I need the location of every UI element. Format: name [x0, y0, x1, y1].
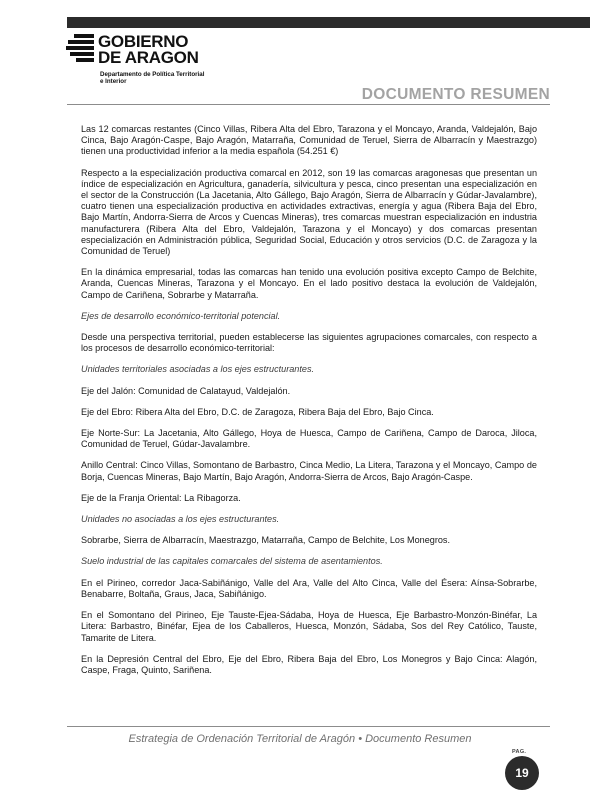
footer-title: Estrategia de Ordenación Territorial de Aragón • Documento Resumen — [128, 733, 472, 745]
paragraph-eje-norte-sur: Eje Norte-Sur: La Jacetania, Alto Gállego, Hoya de Huesca, Campo de Cariñena, Campo de Daroca, Jiloca, Comunidad de Teruel, Gúdar-Javalambre. — [81, 428, 537, 450]
section-heading-non-associated-units: Unidades no asociadas a los ejes estructurantes. — [81, 514, 280, 525]
logo-title-line2: DE ARAGON — [98, 48, 199, 67]
page-label: PAG. — [512, 749, 527, 755]
logo-title-line1: GOBIERNO — [98, 32, 189, 51]
document-title: DOCUMENTO RESUMEN — [361, 86, 550, 103]
page-number-badge: 19 — [505, 756, 539, 790]
paragraph-somontano: En el Somontano del Pirineo, Eje Tauste-Ejea-Sádaba, Hoya de Huesca, Eje Barbastro-Monzón-Binéfar, La Litera: Barbastro, Binéfar, Ejea de los Caballeros, Huesca, Monzón, Sádaba, Sos del Rey Católico, Tauste, Tamarite de Litera. — [81, 610, 537, 643]
section-heading-associated-units: Unidades territoriales asociadas a los ejes estructurantes. — [81, 364, 315, 375]
footer-divider — [67, 726, 550, 727]
logo-emblem-icon — [66, 33, 96, 63]
gobierno-aragon-logo — [66, 33, 236, 95]
section-heading-development-axes: Ejes de desarrollo económico-territorial potencial. — [81, 310, 281, 321]
paragraph-franja-oriental: Eje de la Franja Oriental: La Ribagorza. — [81, 492, 241, 503]
paragraph-eje-ebro: Eje del Ebro: Ribera Alta del Ebro, D.C. de Zaragoza, Ribera Baja del Ebro, Bajo Cinca. — [81, 406, 434, 417]
paragraph-productivity: Las 12 comarcas restantes (Cinco Villas, Ribera Alta del Ebro, Tarazona y el Moncayo, Aranda, Valdejalón, Bajo Cinca, Bajo Aragón-Caspe, Bajo Aragón, Matarraña, Comunidad de Teruel, Sierra de Albarracín y Maestrazgo) tienen una productividad inferior a la media española (54.251 €) — [81, 124, 537, 157]
logo-department-line2: e Interior — [100, 78, 127, 85]
paragraph-specialization: Respecto a la especialización productiva comarcal en 2012, son 19 las comarcas aragonesas que presentan un índice de especialización en Agricultura, ganadería, silvicultura y pesca, cinco presentan una especialización en el sector de la Construcción (La Jacetania, Alto Gállego, Bajo Aragón, Sierra de Albarracín y Gúdar-Javalambre), cuatro tienen una especialización productiva en actividades extractivas, energía y agua (Ribera Baja del Ebro, Bajo Martín, Andorra-Sierra de Arcos y Cuencas Mineras), tres comarcas muestran especialización en industria manufacturera (Ribera Alta del Ebro, Valdejalón, Tarazona y el Moncayo) y dos comarcas presentan especialización en Administración pública, Seguridad Social, Educación y otros servicios (D.C. de Zaragoza y la Comunidad de Teruel) — [81, 167, 537, 257]
logo-department-line1: Departamento de Política Territorial — [100, 71, 205, 78]
paragraph-depresion-central: En la Depresión Central del Ebro, Eje del Ebro, Ribera Baja del Ebro, Los Monegros y Bajo Cinca: Alagón, Caspe, Fraga, Quinto, Sariñena. — [81, 653, 537, 675]
paragraph-pirineo: En el Pirineo, corredor Jaca-Sabiñánigo, Valle del Ara, Valle del Alto Cinca, Valle del Ésera: Aínsa-Sobrarbe, Benabarre, Boltaña, Graus, Jaca, Sabiñánigo. — [81, 577, 537, 599]
paragraph-non-associated-list: Sobrarbe, Sierra de Albarracín, Maestrazgo, Matarraña, Campo de Belchite, Los Monegros. — [81, 535, 450, 546]
top-bar — [67, 17, 590, 28]
document-body — [81, 124, 537, 686]
section-heading-industrial-land: Suelo industrial de las capitales comarcales del sistema de asentamientos. — [81, 556, 383, 567]
paragraph-territorial-perspective: Desde una perspectiva territorial, pueden establecerse las siguientes agrupaciones comarcales, con respecto a los procesos de desarrollo económico-territorial: — [81, 332, 537, 354]
paragraph-eje-jalon: Eje del Jalón: Comunidad de Calatayud, Valdejalón. — [81, 385, 291, 396]
paragraph-anillo-central: Anillo Central: Cinco Villas, Somontano de Barbastro, Cinca Medio, La Litera, Tarazona y el Moncayo, Campo de Borja, Cuencas Mineras, Bajo Martín, Bajo Aragón, Andorra-Sierra de Arcos, Bajo Aragón-Caspe. — [81, 460, 537, 482]
paragraph-business-dynamics: En la dinámica empresarial, todas las comarcas han tenido una evolución positiva excepto Campo de Belchite, Aranda, Cuencas Mineras, Tarazona y el Moncayo. En el lado positivo destaca la evolución de Valdejalón, Campo de Cariñena, Sobrarbe y Matarraña. — [81, 267, 537, 300]
header-divider — [67, 104, 550, 105]
